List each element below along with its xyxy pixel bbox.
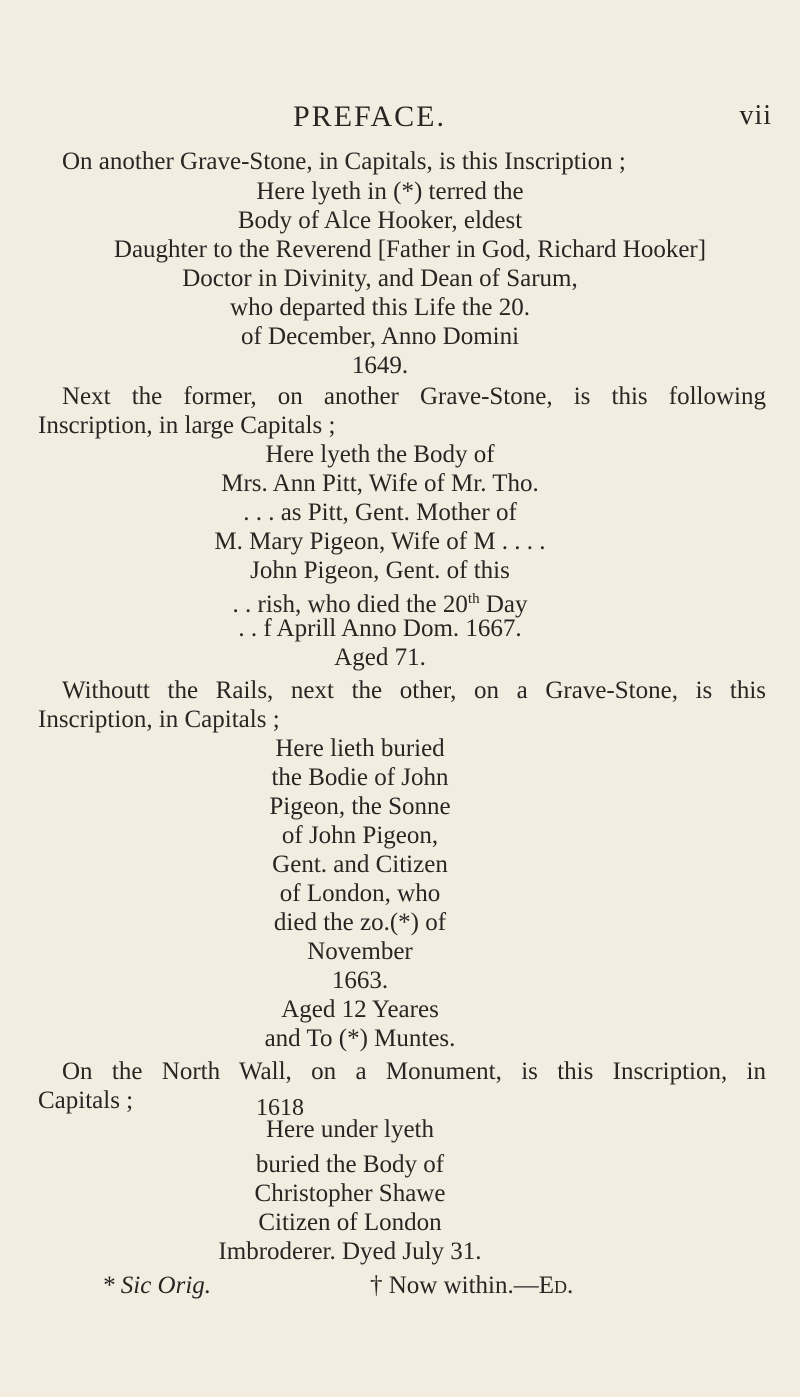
inscription-line: Here lieth buried [275,735,445,762]
inscription-line: Here lyeth the Body of [265,441,495,468]
footnote-now-within [370,1272,573,1300]
footnote-editor: Ed. [538,1272,574,1299]
section-intro: Withoutt the Rails, next the other, on a Grave-Stone, is this [62,677,766,704]
section-intro: Inscription, in Capitals ; [38,706,280,733]
inscription-line: of John Pigeon, [281,822,439,849]
section-intro: Inscription, in large Capitals ; [38,412,336,439]
monument-year: 1618 [256,1095,304,1121]
inscription-line: John Pigeon, Gent. of this [250,557,510,584]
section-intro: On the North Wall, on a Monument, is this Inscription, in [62,1058,766,1085]
inscription-line: 1649. [351,352,409,379]
page-header [0,100,800,140]
inscription-line: Daughter to the Reverend [Father in God, Richard Hooker] [113,236,707,263]
footnotes [0,1272,800,1306]
inscription-line: Citizen of London [258,1209,442,1236]
footnote-text: † Now within.— [370,1272,539,1299]
inscription-text: . . rish, who died the 20 [232,591,468,618]
inscription-line: November [307,938,413,965]
footnote-sic: * Sic Orig. [102,1272,212,1299]
page-number: vii [739,100,772,131]
inscription-line: . . f Aprill Anno Dom. 1667. [238,615,522,642]
inscription-line: Christopher Shawe [254,1180,446,1207]
inscription-line: the Bodie of John [271,764,449,791]
inscription-line: died the zo.(*) of [273,909,447,936]
inscription-line: Body of Alce Hooker, eldest [237,207,523,234]
inscription-line: Aged 12 Yeares [281,996,439,1023]
inscription-line: Mrs. Ann Pitt, Wife of Mr. Tho. [221,470,539,497]
inscription-line: Here under lyeth [266,1116,434,1143]
inscription-line: and To (*) Muntes. [264,1025,456,1052]
inscription-line: Here lyeth in (*) terred the [256,178,524,205]
inscription-line: M. Mary Pigeon, Wife of M . . . . [214,528,546,555]
running-title: PREFACE. [293,100,446,133]
section-intro: Capitals ; [38,1087,134,1114]
inscription-line: Gent. and Citizen [272,851,448,878]
inscription-line: Imbroderer. Dyed July 31. [218,1238,482,1265]
inscription-line: of London, who [279,880,441,907]
section-intro: On another Grave-Stone, in Capitals, is this Inscription ; [62,148,626,175]
inscription-line: 1663. [331,967,389,994]
inscription-line: . . . as Pitt, Gent. Mother of [243,499,517,526]
section-intro: Next the former, on another Grave-Stone, is this following [62,383,766,410]
inscription-line: Doctor in Divinity, and Dean of Sarum, [182,265,578,292]
inscription-line: who departed this Life the 20. [230,294,530,321]
inscription-line: of December, Anno Domini [240,323,520,350]
inscription-line: Pigeon, the Sonne [269,793,451,820]
inscription-text: Day [479,591,528,618]
superscript-th: th [467,591,480,607]
inscription-line: Aged 71. [334,644,426,671]
inscription-line: buried the Body of [255,1151,445,1178]
